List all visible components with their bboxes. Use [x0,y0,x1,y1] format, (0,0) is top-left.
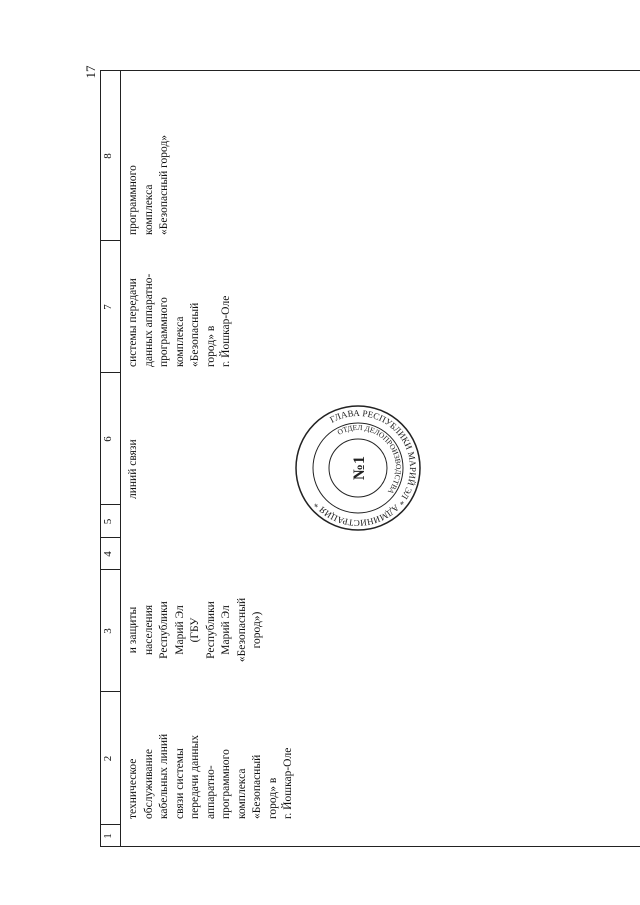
header-col-5: 5 [102,518,114,525]
header-col-7: 7 [102,304,114,310]
official-seal [293,403,423,533]
cell-col-7: системы передачи данных аппаратно- программного комплекса «Безопасный город» в г. Йошкар-Оле [127,273,232,367]
header-col-2: 2 [102,755,114,762]
header-col-1: 1 [102,833,114,839]
table-left-border [100,846,640,847]
header-col-4: 4 [102,551,114,557]
header-col-6: 6 [102,436,114,442]
header-divider [120,71,121,847]
stamp-inner-text: ОТДЕЛ ДЕЛОПРОИЗВОДСТВА [335,422,404,496]
cell-col-3: и защиты населения Республики Марий Эл (ГБУ Республики Марий Эл «Безопасный город») [127,597,263,663]
header-row [100,71,120,847]
stamp-number: №1 [351,455,368,481]
header-col-3: 3 [102,628,114,634]
stamp-outer-text: ГЛАВА РЕСПУБЛИКИ МАРИЙ ЭЛ * АДМИНИСТРАЦИЯ * [311,407,419,529]
cell-col-8: программного комплекса «Безопасный город» [127,134,170,235]
cell-col-2: техническое обслуживание кабельных линий связи системы передачи данных аппаратно- программного комплекса «Безопасный город» в г. Йошкар-Оле [127,733,294,819]
header-col-8: 8 [102,153,114,159]
page-number: 17 [83,65,98,79]
table-right-border [100,70,640,71]
cell-col-6: линий связи [127,439,139,499]
